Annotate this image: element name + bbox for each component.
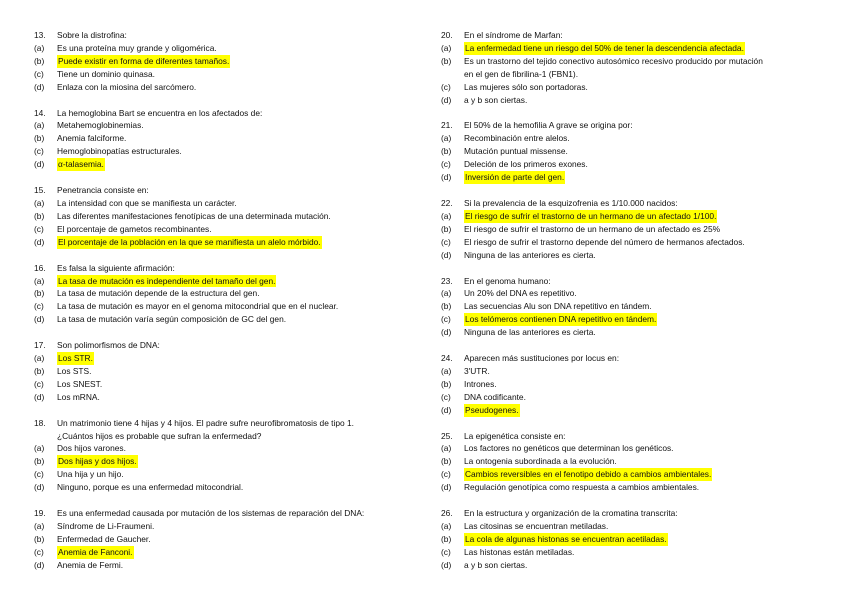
answer-option <box>34 546 424 559</box>
answer-option <box>34 68 424 81</box>
answer-option <box>441 210 831 223</box>
option-letter: (a) <box>34 443 45 454</box>
question-text: Sobre la distrofina: <box>57 30 127 40</box>
answer-option <box>34 145 424 158</box>
option-text: Deleción de los primeros exones. <box>464 159 588 170</box>
option-text: Anemia de Fermi. <box>57 559 124 570</box>
question-number: 20. <box>441 30 453 40</box>
option-text: Los SNESТ. <box>57 378 103 389</box>
highlighted-answer-text: Dos hijas y dos hijos. <box>58 456 137 467</box>
answer-option <box>441 365 831 378</box>
highlighted-answer-text: Pseudogenes. <box>465 404 519 415</box>
option-letter: (c) <box>34 301 44 312</box>
option-letter: (a) <box>441 210 452 221</box>
option-letter: (b) <box>34 55 45 66</box>
option-text: Las secuencias Alu son DNA repetitivo en tándem. <box>464 301 652 312</box>
answer-option <box>34 391 424 404</box>
option-letter: (d) <box>441 404 452 415</box>
option-letter: (a) <box>441 521 452 531</box>
answer-option <box>34 365 424 378</box>
highlighted-answer-text: α-talasemia. <box>58 159 104 170</box>
answer-option <box>34 275 424 288</box>
option-text: Los STS. <box>57 365 92 376</box>
option-text: Anemia falciforme. <box>57 133 127 144</box>
right-column <box>441 29 831 585</box>
option-letter: (d) <box>441 482 452 493</box>
option-letter: (b) <box>34 210 45 221</box>
question-stem <box>441 29 831 42</box>
answer-option <box>34 468 424 481</box>
answer-option <box>441 132 831 145</box>
option-letter: (a) <box>34 275 45 286</box>
question-block <box>34 507 424 572</box>
question-text: Si la prevalencia de la esquizofrenia es 1/10.000 nacidos: <box>464 197 678 208</box>
question-stem <box>441 507 831 520</box>
answer-option <box>34 197 424 210</box>
question-stem <box>441 352 831 365</box>
answer-option <box>34 300 424 313</box>
question-number: 17. <box>34 340 46 351</box>
answer-option <box>441 249 831 262</box>
question-number: 25. <box>441 430 453 441</box>
option-letter: (d) <box>34 81 45 92</box>
question-block <box>441 197 831 262</box>
question-text: En el genoma humano: <box>464 275 551 286</box>
question-stem <box>441 275 831 288</box>
option-text: Ninguno, porque es una enfermedad mitocondrial. <box>57 482 244 493</box>
option-text: Mutación puntual missense. <box>464 146 568 157</box>
option-text: Metahemoglobinemias. <box>57 120 144 131</box>
answer-option <box>34 378 424 391</box>
left-column <box>34 29 424 585</box>
option-text: Las citosinas se encuentran metiladas. <box>464 521 609 531</box>
question-number: 23. <box>441 275 453 286</box>
question-block <box>34 29 424 94</box>
question-stem <box>34 262 424 275</box>
question-number: 24. <box>441 353 453 364</box>
highlighted-answer-text: Los telómeros contienen DNA repetitivo en tándem. <box>465 314 657 325</box>
option-letter: (c) <box>441 236 451 247</box>
answer-option <box>34 442 424 455</box>
option-letter: (c) <box>34 378 44 389</box>
answer-option <box>34 81 424 94</box>
option-text: El riesgo de sufrir el trastorno depende del número de hermanos afectados. <box>464 236 745 247</box>
question-block <box>441 275 831 340</box>
option-text: Un 20% del DNA es repetitivo. <box>464 288 577 299</box>
option-text: Hemoglobinopatías estructurales. <box>57 146 182 157</box>
highlighted-answer-text: Cambios reversibles en el fenotipo debido a cambios ambientales. <box>465 469 712 480</box>
option-text: Intrones. <box>464 378 497 389</box>
option-letter: (a) <box>441 443 452 454</box>
highlighted-answer-text: Los STR. <box>58 353 93 364</box>
option-letter: (a) <box>34 521 45 531</box>
option-text: 3'UTR. <box>464 365 490 376</box>
option-letter: (c) <box>441 81 451 92</box>
answer-option <box>34 287 424 300</box>
answer-option <box>34 119 424 132</box>
question-text: En la estructura y organización de la cromatina transcrita: <box>464 508 678 519</box>
answer-option <box>34 455 424 468</box>
option-text: Enlaza con la miosina del sarcómero. <box>57 81 197 92</box>
option-letter: (b) <box>441 55 452 66</box>
option-text: La tasa de mutación es mayor en el genoma mitocondrial que en el nuclear. <box>57 301 339 312</box>
option-letter: (b) <box>441 456 452 467</box>
question-block <box>441 352 831 417</box>
option-letter: (c) <box>34 469 44 480</box>
option-letter: (b) <box>441 223 452 234</box>
question-stem <box>441 119 831 132</box>
option-text: El porcentaje de gametos recombinantes. <box>57 223 212 234</box>
answer-option <box>441 455 831 468</box>
answer-option <box>441 81 831 94</box>
question-number: 14. <box>34 107 46 118</box>
answer-option <box>34 520 424 533</box>
answer-option <box>441 236 831 249</box>
option-letter: (c) <box>34 146 44 157</box>
highlighted-answer-text: El porcentaje de la población en la que se manifiesta un alelo mórbido. <box>58 236 321 247</box>
option-text: a y b son ciertas. <box>464 94 528 105</box>
answer-option <box>34 533 424 546</box>
question-stem <box>441 430 831 443</box>
option-letter: (b) <box>441 301 452 312</box>
question-block <box>441 507 831 572</box>
question-block <box>441 119 831 184</box>
question-stem <box>34 107 424 120</box>
option-letter: (d) <box>34 391 45 402</box>
answer-option <box>441 94 831 107</box>
option-letter: (a) <box>34 197 45 208</box>
question-stem <box>34 507 424 520</box>
question-stem <box>34 417 424 430</box>
question-number: 26. <box>441 508 453 519</box>
answer-option <box>441 158 831 171</box>
question-text: Es una enfermedad causada por mutación de los sistemas de reparación del DNA: <box>57 508 365 519</box>
highlighted-answer-text: Anemia de Fanconi. <box>58 546 133 557</box>
answer-option <box>441 404 831 417</box>
option-letter: (d) <box>34 482 45 493</box>
option-letter: (d) <box>34 159 45 170</box>
option-letter: (d) <box>34 314 45 325</box>
answer-option <box>34 132 424 145</box>
question-text: Penetrancia consiste en: <box>57 185 149 196</box>
option-letter: (a) <box>441 288 452 299</box>
answer-option <box>441 300 831 313</box>
question-block <box>34 107 424 172</box>
option-letter: (b) <box>441 378 452 389</box>
answer-option <box>441 481 831 494</box>
question-block <box>34 184 424 249</box>
question-number: 18. <box>34 417 46 428</box>
question-number: 19. <box>34 508 46 519</box>
answer-option <box>441 313 831 326</box>
answer-option <box>441 559 831 572</box>
question-block <box>441 29 831 106</box>
highlighted-answer-text: Inversión de parte del gen. <box>465 172 565 183</box>
question-stem <box>34 339 424 352</box>
highlighted-answer-text: El riesgo de sufrir el trastorno de un hermano de un afectado 1/100. <box>465 210 717 221</box>
answer-option <box>34 223 424 236</box>
option-letter: (b) <box>34 133 45 144</box>
option-text: Los mRNA. <box>57 391 100 402</box>
option-text: La tasa de mutación depende de la estructura del gen. <box>57 288 260 299</box>
option-text: El riesgo de sufrir el trastorno de un hermano de un afectado es 25% <box>464 223 721 234</box>
option-letter: (c) <box>441 469 451 480</box>
highlighted-answer-text: La enfermedad tiene un riesgo del 50% de tener la descendencia afectada. <box>465 42 744 53</box>
option-text: Síndrome de Li-Fraumeni. <box>57 521 155 531</box>
option-letter: (d) <box>441 327 452 338</box>
option-text: Regulación genotípica como respuesta a cambios ambientales. <box>464 482 700 493</box>
option-text: Las diferentes manifestaciones fenotípicas de una determinada mutación. <box>57 210 331 221</box>
question-text: La hemoglobina Bart se encuentra en los afectados de: <box>57 107 263 118</box>
option-text: Recombinación entre alelos. <box>464 133 570 144</box>
question-text: El 50% de la hemofilia A grave se origina por: <box>464 120 633 131</box>
answer-option <box>34 210 424 223</box>
option-text: Es un trastorno del tejido conectivo autosómico recesivo producido por mutación <box>464 55 763 66</box>
option-letter: (d) <box>441 249 452 260</box>
option-letter: (c) <box>441 546 451 557</box>
option-letter: (b) <box>34 365 45 376</box>
question-text: Aparecen más sustituciones por locus en: <box>464 353 620 364</box>
option-text: La ontogenia subordinada a la evolución. <box>464 456 617 467</box>
option-letter: (a) <box>34 353 45 364</box>
question-block <box>34 339 424 404</box>
answer-option <box>441 287 831 300</box>
question-text: En el síndrome de Marfan: <box>464 30 563 40</box>
option-text: en el gen de fibrilina-1 (FBN1). <box>464 68 579 79</box>
option-letter: (c) <box>441 391 451 402</box>
option-letter <box>441 68 464 81</box>
answer-option <box>441 533 831 546</box>
option-text: La tasa de mutación varía según composición de GC del gen. <box>57 314 287 325</box>
answer-option <box>441 42 831 55</box>
option-letter: (d) <box>34 559 45 570</box>
answer-option <box>34 559 424 572</box>
option-letter: (b) <box>34 533 45 544</box>
question-text: Son polimorfismos de DNA: <box>57 340 160 351</box>
option-letter: (c) <box>34 546 44 557</box>
option-letter: (c) <box>34 223 44 234</box>
option-letter: (a) <box>441 42 452 53</box>
answer-option <box>441 223 831 236</box>
option-letter: (d) <box>441 559 452 570</box>
question-number: 13. <box>34 30 46 40</box>
highlighted-answer-text: Puede existir en forma de diferentes tamaños. <box>58 55 230 66</box>
option-letter: (d) <box>441 172 452 183</box>
option-letter: (a) <box>34 42 45 53</box>
question-number: 15. <box>34 185 46 196</box>
answer-option <box>441 171 831 184</box>
answer-option <box>441 326 831 339</box>
question-number: 21. <box>441 120 453 131</box>
option-letter: (a) <box>34 120 45 131</box>
option-text: Es una proteína muy grande y oligomérica. <box>57 42 217 53</box>
answer-option <box>441 378 831 391</box>
option-letter: (d) <box>441 94 452 105</box>
question-text: Un matrimonio tiene 4 hijas y 4 hijos. El padre sufre neurofibromatosis de tipo 1. <box>57 417 354 428</box>
option-text: Ninguna de las anteriores es cierta. <box>464 327 596 338</box>
answer-option <box>441 145 831 158</box>
answer-option-continued <box>441 68 831 81</box>
option-text: Tiene un dominio quinasa. <box>57 68 155 79</box>
option-letter: (b) <box>34 288 45 299</box>
option-letter: (a) <box>441 365 452 376</box>
question-text: Es falsa la siguiente afirmación: <box>57 262 175 273</box>
option-letter: (c) <box>441 314 451 325</box>
answer-option <box>34 481 424 494</box>
question-stem-continued: ¿Cuántos hijos es probable que sufran la enfermedad? <box>57 430 262 441</box>
answer-option <box>441 468 831 481</box>
answer-option <box>34 313 424 326</box>
option-text: Una hija y un hijo. <box>57 469 124 480</box>
question-text: La epigenética consiste en: <box>464 430 566 441</box>
question-number: 16. <box>34 262 46 273</box>
option-letter: (c) <box>34 68 44 79</box>
option-letter: (b) <box>441 533 452 544</box>
answer-option <box>441 520 831 533</box>
option-text: DNA codificante. <box>464 391 526 402</box>
option-letter: (c) <box>441 159 451 170</box>
option-letter: (d) <box>34 236 45 247</box>
highlighted-answer-text: La cola de algunas histonas se encuentran acetiladas. <box>465 533 667 544</box>
answer-option <box>34 42 424 55</box>
option-text: Las mujeres sólo son portadoras. <box>464 81 588 92</box>
answer-option <box>34 236 424 249</box>
question-stem <box>34 184 424 197</box>
answer-option <box>34 352 424 365</box>
option-text: Ninguna de las anteriores es cierta. <box>464 249 596 260</box>
answer-option <box>34 55 424 68</box>
answer-option <box>34 158 424 171</box>
answer-option <box>441 546 831 559</box>
question-block <box>441 430 831 495</box>
answer-option <box>441 391 831 404</box>
question-stem <box>34 29 424 42</box>
question-block <box>34 262 424 327</box>
option-letter: (a) <box>441 133 452 144</box>
option-text: a y b son ciertas. <box>464 559 528 570</box>
option-text: Las histonas están metiladas. <box>464 546 575 557</box>
option-text: Enfermedad de Gaucher. <box>57 533 151 544</box>
option-text: La intensidad con que se manifiesta un carácter. <box>57 197 237 208</box>
question-number: 22. <box>441 197 453 208</box>
answer-option <box>441 55 831 68</box>
answer-option <box>441 442 831 455</box>
option-text: Los factores no genéticos que determinan los genéticos. <box>464 443 674 454</box>
option-letter: (b) <box>34 456 45 467</box>
option-letter: (b) <box>441 146 452 157</box>
question-block <box>34 417 424 494</box>
question-stem <box>441 197 831 210</box>
option-text: Dos hijos varones. <box>57 443 126 454</box>
highlighted-answer-text: La tasa de mutación es independiente del tamaño del gen. <box>58 275 276 286</box>
